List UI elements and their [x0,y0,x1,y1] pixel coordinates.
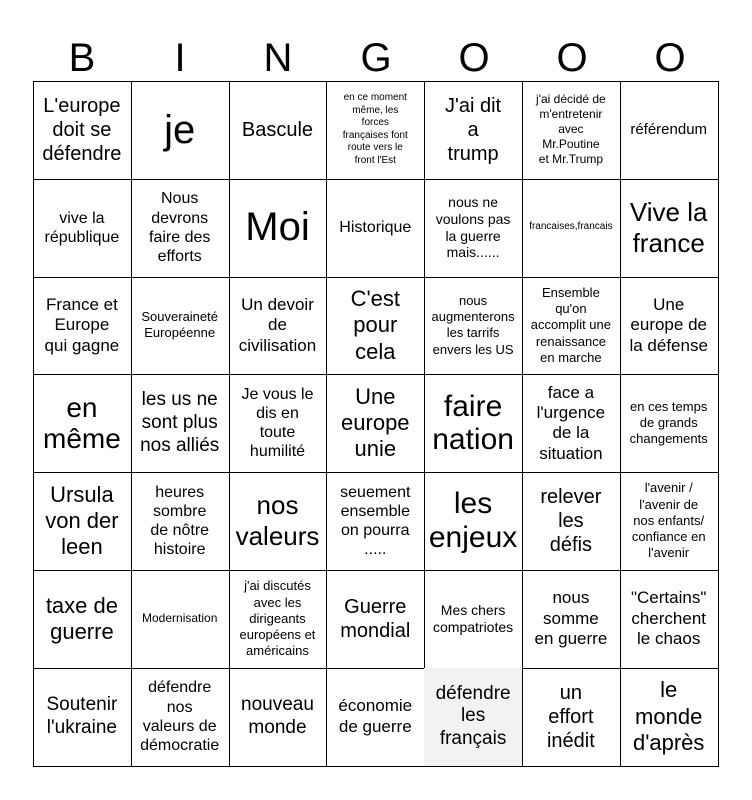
bingo-cell-text: économie de guerre [338,696,413,736]
bingo-cell-text: Une europe unie [341,383,410,462]
bingo-cell-text: faire nation [432,389,514,457]
bingo-cell-text: seuement ensemble on pourra ..... [340,483,411,559]
bingo-cell-text: référendum [630,120,708,138]
bingo-cell-text: nous ne voulons pas la guerre mais...... [435,194,511,261]
bingo-cell[interactable] [620,179,719,278]
bingo-cell[interactable] [33,81,132,180]
bingo-cell[interactable] [326,570,425,669]
bingo-cell[interactable] [33,570,132,669]
bingo-cell-text: francaises,francais [529,221,613,233]
bingo-cell-text: je [164,107,196,152]
bingo-cell[interactable] [522,277,621,376]
bingo-cell-text: nous somme en guerre [534,588,608,649]
bingo-cell-text: Nous devrons faire des efforts [149,190,211,265]
bingo-cell[interactable] [424,668,523,767]
bingo-grid [33,81,719,767]
bingo-cell[interactable] [620,668,719,767]
title-letter: O [556,36,588,80]
bingo-cell[interactable] [33,668,132,767]
bingo-cell-text: le monde d'après [632,677,705,755]
bingo-cell-text: défendre nos valeurs de démocratie [140,679,220,754]
bingo-cell-text: heures sombre de nôtre histoire [150,483,210,559]
title-letter: I [174,36,186,80]
bingo-cell-text: C'est pour cela [350,285,400,364]
bingo-cell[interactable] [131,374,230,473]
title-letter: B [68,36,96,80]
bingo-cell-text: Ursula von der leen [45,481,119,560]
bingo-cell-text: Mes chers compatriotes [433,602,514,635]
bingo-cell[interactable] [522,374,621,473]
bingo-cell[interactable] [33,374,132,473]
title-letter: O [458,36,490,80]
bingo-cell[interactable] [620,81,719,180]
title-letter: O [654,36,686,80]
bingo-cell[interactable] [229,179,328,278]
bingo-cell-text: Je vous le dis en toute humilité [241,385,314,461]
bingo-cell-text: j'ai décidé de m'entretenir avec Mr.Poutine et Mr.Trump [536,92,606,167]
bingo-cell[interactable] [131,472,230,571]
bingo-cell-text: Moi [245,205,310,250]
bingo-cell[interactable] [229,570,328,669]
bingo-cell[interactable] [229,277,328,376]
bingo-cell[interactable] [33,472,132,571]
bingo-cell[interactable] [620,374,719,473]
bingo-cell[interactable] [522,472,621,571]
bingo-cell[interactable] [326,277,425,376]
bingo-cell-text: les enjeux [428,487,518,555]
bingo-cell-text: j'ai discutés avec les dirigeants européens et américains [239,578,316,659]
bingo-cell-text: nous augmenterons les tarrifs envers les US [431,292,515,357]
bingo-cell-text: taxe de guerre [45,592,118,644]
bingo-cell[interactable] [424,81,523,180]
bingo-cell-text: les us ne sont plus nos alliés [140,389,220,456]
bingo-cell-text: Souveraineté Européenne [141,309,218,341]
bingo-cell[interactable] [326,472,425,571]
bingo-cell[interactable] [522,179,621,278]
bingo-cell-text: Guerre mondial [340,595,411,642]
bingo-cell[interactable] [326,179,425,278]
bingo-cell-text: défendre les français [435,682,511,750]
bingo-cell-text: Soutenir l'ukraine [46,693,118,738]
bingo-cell-text: Une europe de la défense [629,294,708,355]
bingo-cell[interactable] [522,81,621,180]
bingo-cell-text: un effort inédit [546,681,595,752]
bingo-cell[interactable] [131,179,230,278]
bingo-cell[interactable] [620,570,719,669]
bingo-cell-text: vive la république [44,209,120,246]
bingo-title [33,36,719,80]
bingo-cell-text: face a l'urgence de la situation [536,382,606,463]
bingo-cell-text: nouveau monde [241,693,314,738]
bingo-cell[interactable] [33,179,132,278]
bingo-cell[interactable] [229,374,328,473]
bingo-cell[interactable] [424,277,523,376]
bingo-cell[interactable] [424,179,523,278]
bingo-cell-text: en même [43,391,121,455]
bingo-cell-text: Ensemble qu'on accomplit une renaissance en marche [530,284,611,365]
bingo-cell-text: Bascule [241,118,314,141]
bingo-cell[interactable] [131,570,230,669]
bingo-cell[interactable] [229,81,328,180]
bingo-cell[interactable] [131,668,230,767]
bingo-cell[interactable] [326,81,425,180]
bingo-cell[interactable] [131,277,230,376]
bingo-cell[interactable] [522,570,621,669]
bingo-cell-text: Un devoir de civilisation [238,294,317,355]
bingo-cell-text: J'ai dit a trump [445,94,502,165]
bingo-cell[interactable] [229,668,328,767]
bingo-cell-text: l'avenir / l'avenir de nos enfants/ confiance en l'avenir [631,480,706,561]
bingo-cell[interactable] [326,374,425,473]
bingo-cell[interactable] [33,277,132,376]
bingo-cell[interactable] [229,472,328,571]
title-letter: N [263,36,293,80]
bingo-cell-text: Modernisation [142,611,218,626]
bingo-cell-text: relever les défis [540,486,602,557]
bingo-cell[interactable] [424,570,523,669]
bingo-cell-text: France et Europe qui gagne [44,294,120,355]
bingo-cell[interactable] [131,81,230,180]
bingo-cell[interactable] [424,472,523,571]
bingo-cell-text: "Certains" cherchent le chaos [631,588,707,649]
bingo-cell[interactable] [326,668,425,767]
bingo-cell-text: en ces temps de grands changements [629,398,708,447]
bingo-cell-text: nos valeurs [235,489,320,552]
bingo-cell-text: Historique [339,219,412,237]
bingo-cell[interactable] [620,277,719,376]
bingo-cell[interactable] [522,668,621,767]
bingo-cell-text: L'europe doit se défendre [42,94,122,165]
bingo-cell-text: en ce moment même, les forces françaises font route vers le front l'Est [342,92,408,166]
bingo-cell[interactable] [620,472,719,571]
title-letter: G [360,36,392,80]
bingo-cell[interactable] [424,374,523,473]
bingo-cell-text: Vive la france [629,196,708,258]
